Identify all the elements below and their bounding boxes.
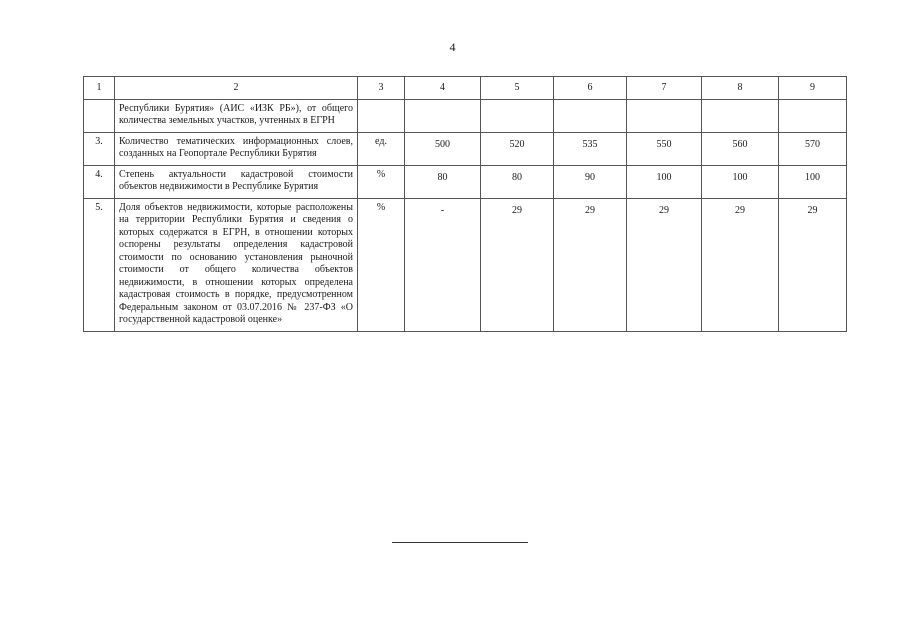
- header-cell: 8: [702, 77, 779, 100]
- value-cell: [702, 99, 779, 132]
- indicator-name: Доля объектов недвижимости, которые расположены на территории Республики Бурятия и сведения о которых содержатся в ЕГРН, в отношении которых оспорены результаты определения кадастровой стоимости по основанию установления рыночной стоимости от общего количества объектов недвижимости, в отношении которых определена кадастровая стоимость в порядке, предусмотренном Федеральным законом от 03.07.2016 № 237-ФЗ «О государственной кадастровой оценке»: [115, 198, 358, 331]
- unit-cell: ед.: [358, 132, 405, 165]
- value-cell: [554, 99, 627, 132]
- unit-cell: [358, 99, 405, 132]
- table-row: [84, 99, 847, 132]
- value-cell: 520: [481, 132, 554, 165]
- row-number: 5.: [84, 198, 115, 331]
- indicators-table: [83, 76, 847, 332]
- header-cell: 5: [481, 77, 554, 100]
- table-row: [84, 198, 847, 331]
- indicator-name: Степень актуальности кадастровой стоимости объектов недвижимости в Республике Бурятия: [115, 165, 358, 198]
- value-cell: [481, 99, 554, 132]
- value-cell: 29: [554, 198, 627, 331]
- header-cell: 6: [554, 77, 627, 100]
- header-cell: 9: [779, 77, 847, 100]
- table-row: [84, 165, 847, 198]
- row-number: 4.: [84, 165, 115, 198]
- value-cell: 29: [481, 198, 554, 331]
- value-cell: 100: [627, 165, 702, 198]
- value-cell: 90: [554, 165, 627, 198]
- value-cell: 29: [779, 198, 847, 331]
- header-cell: 1: [84, 77, 115, 100]
- value-cell: 29: [627, 198, 702, 331]
- header-cell: 2: [115, 77, 358, 100]
- indicator-name: Количество тематических информационных слоев, созданных на Геопортале Республики Бурятия: [115, 132, 358, 165]
- unit-cell: %: [358, 198, 405, 331]
- value-cell: 550: [627, 132, 702, 165]
- value-cell: 80: [405, 165, 481, 198]
- page-number: 4: [449, 40, 456, 54]
- row-number: 3.: [84, 132, 115, 165]
- value-cell: 500: [405, 132, 481, 165]
- value-cell: [627, 99, 702, 132]
- value-cell: [779, 99, 847, 132]
- value-cell: 100: [702, 165, 779, 198]
- end-of-document-line: [392, 542, 528, 543]
- table-row: [84, 132, 847, 165]
- table-header-row: [84, 77, 847, 100]
- value-cell: 29: [702, 198, 779, 331]
- value-cell: 560: [702, 132, 779, 165]
- value-cell: [405, 99, 481, 132]
- indicator-name: Республики Бурятия» (АИС «ИЗК РБ»), от общего количества земельных участков, учтенных в ЕГРН: [115, 99, 358, 132]
- header-cell: 4: [405, 77, 481, 100]
- row-number: [84, 99, 115, 132]
- value-cell: 100: [779, 165, 847, 198]
- header-cell: 7: [627, 77, 702, 100]
- value-cell: 570: [779, 132, 847, 165]
- header-cell: 3: [358, 77, 405, 100]
- value-cell: -: [405, 198, 481, 331]
- unit-cell: %: [358, 165, 405, 198]
- value-cell: 80: [481, 165, 554, 198]
- value-cell: 535: [554, 132, 627, 165]
